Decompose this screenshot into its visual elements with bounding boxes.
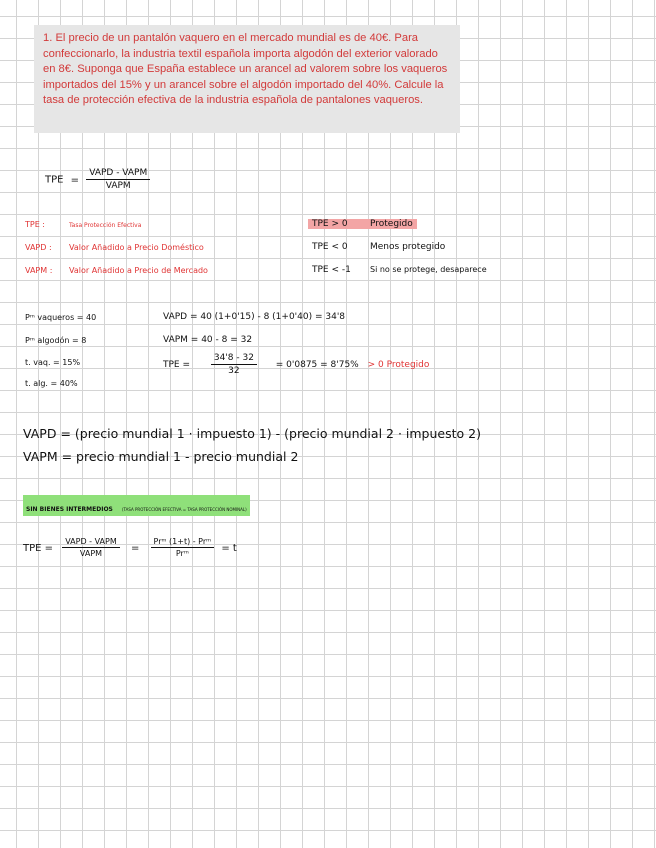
calc-tpe-denominator: 32 <box>228 366 240 376</box>
calc-tpe-fraction <box>199 353 269 376</box>
tpe-fraction <box>86 168 150 191</box>
definition-abbr: VAPM : <box>25 266 53 275</box>
given-price-jeans: Pᵐ vaqueros = 40 <box>25 313 97 322</box>
definition-vapm <box>25 266 208 275</box>
note-highlight <box>23 495 250 516</box>
case-cond: TPE > 0 <box>312 219 348 229</box>
calc-tpe <box>163 353 429 376</box>
problem-statement: 1. El precio de un pantalón vaquero en el mercado mundial es de 40€. Para confeccionarlo, la industria textil española importa algodón del exterior valorado en 8€. Suponga que España establece un arancel ad valorem sobre los vaqueros importados del 15% y un arancel sobre el algodón importado del 40%. Calcule la tasa de protección efectiva de la industria española de pantalones vaqueros. <box>43 32 448 106</box>
general-vapd: VAPD = (precio mundial 1 · impuesto 1) - (precio mundial 2 · impuesto 2) <box>23 426 481 441</box>
case-protected <box>308 219 417 229</box>
definition-vapd <box>25 243 204 252</box>
general-vapm: VAPM = precio mundial 1 - precio mundial 2 <box>23 449 299 464</box>
formula2-rhs: = t <box>221 542 237 554</box>
definition-text: Valor Añadido a Precio de Mercado <box>69 266 208 275</box>
calc-vapd: VAPD = 40 (1+0'15) - 8 (1+0'40) = 34'8 <box>163 312 346 322</box>
case-cond: TPE < 0 <box>312 242 348 252</box>
case-highlight <box>308 219 417 229</box>
formula2-denominator-1: VAPM <box>79 549 103 558</box>
definition-abbr: TPE : <box>25 220 46 229</box>
tpe-formula-eq: = <box>70 174 80 186</box>
case-text: Protegido <box>370 219 413 229</box>
note-sub: (TASA PROTECCIÓN EFECTIVA = TASA PROTECCIÓN NOMINAL) <box>121 507 247 512</box>
calc-tpe-rhs: = 0'0875 = 8'75% <box>275 360 359 370</box>
formula2-lhs: TPE = <box>23 542 54 554</box>
note-main: SIN BIENES INTERMEDIOS <box>26 506 113 513</box>
tpe-formula-lhs: TPE <box>45 174 64 186</box>
case-less-protected <box>312 242 445 252</box>
tpe-numerator: VAPD - VAPM <box>86 168 150 180</box>
given-tariff-jeans: t. vaq. = 15% <box>25 358 81 367</box>
case-disappears <box>312 265 487 275</box>
given-tariff-cotton: t. alg. = 40% <box>25 379 78 388</box>
tpe-denominator: VAPM <box>105 181 131 191</box>
tpe-simple-formula <box>23 537 237 558</box>
definition-text: Tasa Protección Efectiva <box>69 222 142 229</box>
case-text: Menos protegido <box>370 242 446 252</box>
definition-text: Valor Añadido a Precio Doméstico <box>69 243 204 252</box>
formula2-fraction-2 <box>151 537 215 558</box>
formula2-eq: = <box>130 542 140 554</box>
tpe-formula <box>45 168 150 191</box>
formula2-denominator-2: Prᵐ <box>175 549 189 558</box>
formula2-numerator-2: Prᵐ (1+t) - Prᵐ <box>151 537 215 548</box>
definition-tpe <box>25 220 141 229</box>
no-intermediate-goods-note <box>23 496 250 515</box>
calc-tpe-numerator: 34'8 - 32 <box>211 353 257 365</box>
calc-vapm: VAPM = 40 - 8 = 32 <box>163 335 253 345</box>
formula2-fraction-1 <box>62 537 120 558</box>
formula2-numerator-1: VAPD - VAPM <box>62 537 120 548</box>
calc-tpe-result: > 0 Protegido <box>367 360 430 370</box>
given-price-cotton: Pᵐ algodón = 8 <box>25 336 87 345</box>
case-text: Si no se protege, desaparece <box>370 265 487 274</box>
calc-tpe-lhs: TPE = <box>163 360 191 370</box>
definition-abbr: VAPD : <box>25 243 52 252</box>
case-cond: TPE < -1 <box>312 265 351 275</box>
